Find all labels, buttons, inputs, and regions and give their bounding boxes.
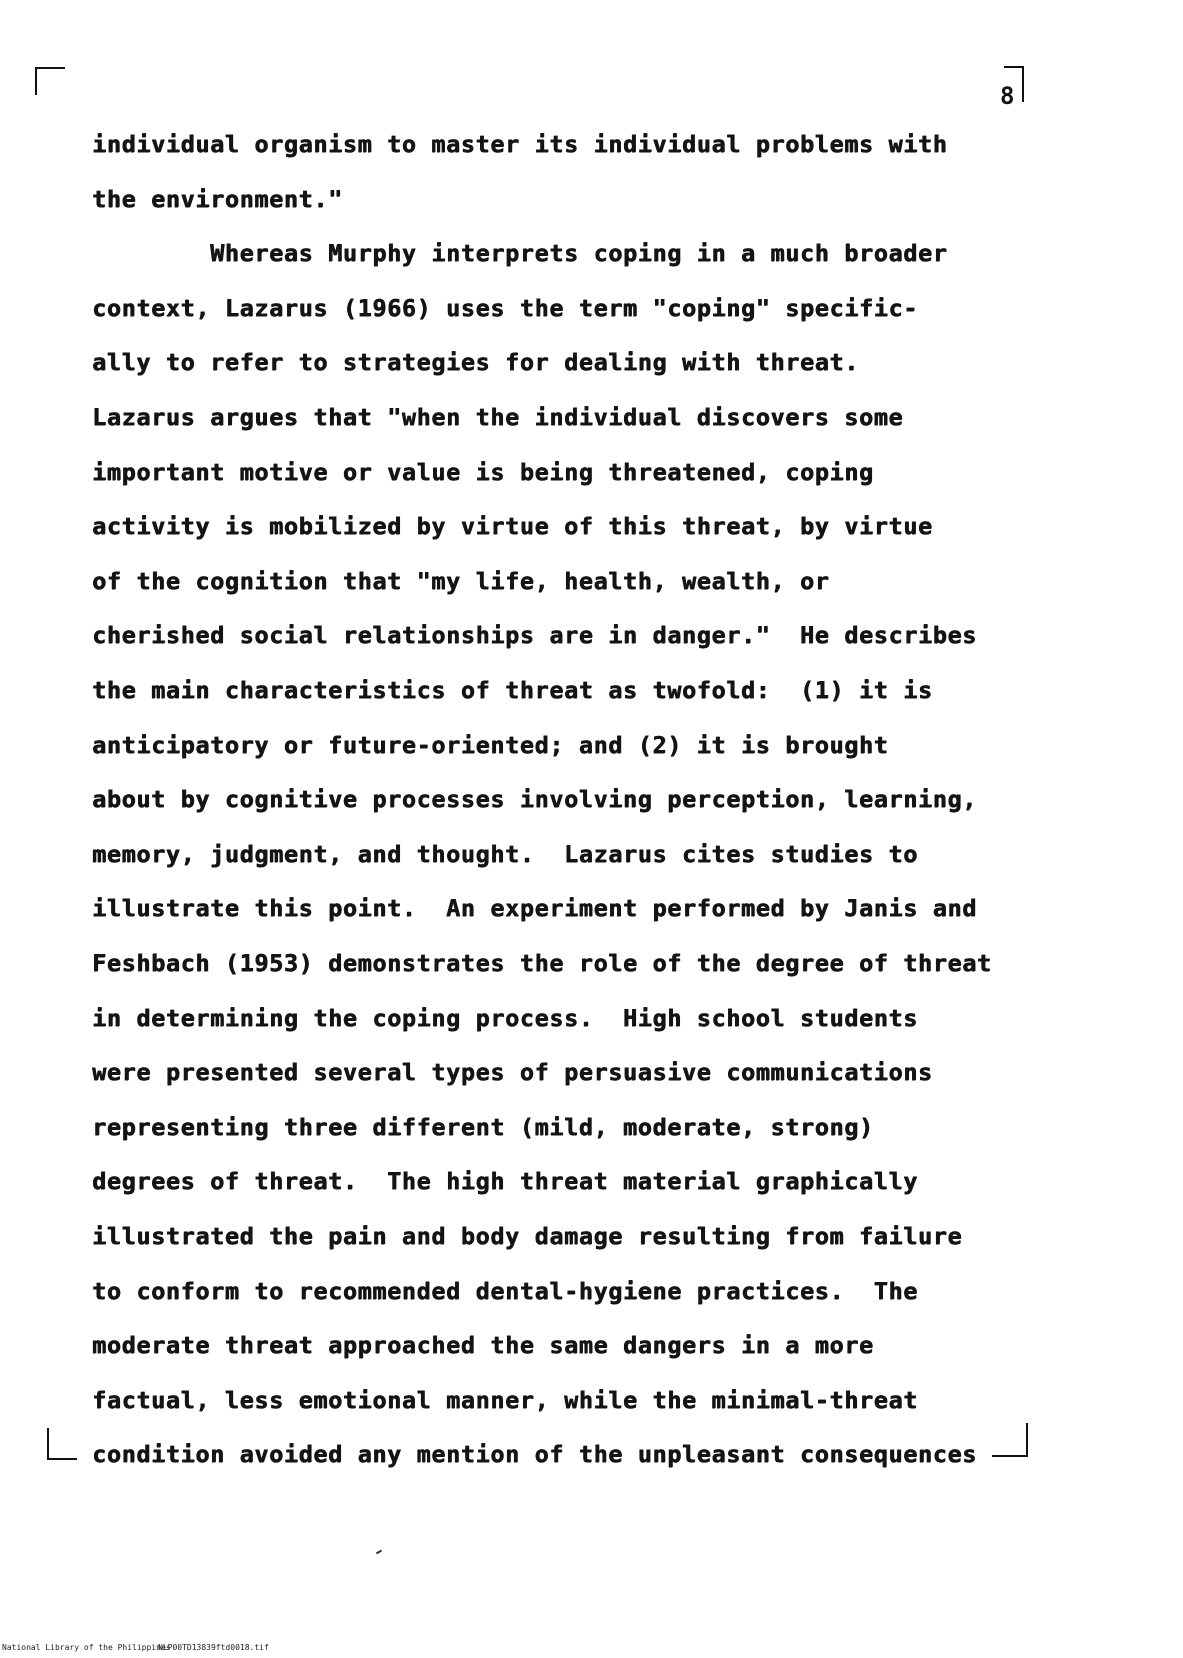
text-line: representing three different (mild, moderate, strong) [92,1112,874,1141]
text-line: memory, judgment, and thought. Lazarus cites studies to [92,839,918,868]
text-line: activity is mobilized by virtue of this threat, by virtue [92,512,933,541]
crop-mark-bottom-left [47,1458,77,1460]
crop-mark-top-left [35,67,65,69]
text-line: degrees of threat. The high threat material graphically [92,1167,918,1196]
text-line: illustrated the pain and body damage resulting from failure [92,1222,963,1250]
text-line: the main characteristics of threat as twofold: (1) it is [92,676,933,704]
text-line: of the cognition that "my life, health, wealth, or [92,566,830,595]
crop-mark-bottom-right [1026,1423,1028,1457]
crop-mark-bottom-left [47,1428,49,1460]
text-line: context, Lazarus (1966) uses the term "coping" specific- [92,293,918,322]
footer-library: National Library of the Philippines [2,1643,171,1652]
text-line: ally to refer to strategies for dealing with threat. [92,348,859,377]
text-line: about by cognitive processes involving perception, learning, [92,785,977,814]
text-line: in determining the coping process. High school students [92,1003,918,1032]
crop-mark-bottom-right [992,1455,1028,1457]
text-line: the environment." [92,184,343,213]
page-number: 8 [1000,82,1015,110]
text-line: individual organism to master its individual problems with [92,130,948,158]
text-line: illustrate this point. An experiment performed by Janis and [92,894,977,923]
text-line: moderate threat approached the same dangers in a more [92,1331,874,1360]
text-line: cherished social relationships are in danger." He describes [92,621,977,650]
text-line: were presented several types of persuasive communications [92,1058,933,1087]
text-line: to conform to recommended dental-hygiene practices. The [92,1276,918,1305]
crop-mark-top-right [1004,66,1024,68]
text-line: anticipatory or future-oriented; and (2) it is brought [92,730,889,759]
text-line: condition avoided any mention of the unpleasant consequences [92,1440,977,1469]
text-line: Lazarus argues that "when the individual discovers some [92,403,904,431]
crop-mark-top-left [35,67,37,95]
text-line: important motive or value is being threatened, coping [92,457,874,486]
text-line: factual, less emotional manner, while the minimal-threat [92,1385,918,1414]
crop-mark-top-right [1022,66,1024,102]
scan-speck [376,1550,382,1555]
text-line: Whereas Murphy interprets coping in a much broader [92,239,948,268]
footer-filename: NLP00TD13839ftd0018.tif [158,1643,269,1652]
text-line: Feshbach (1953) demonstrates the role of the degree of threat [92,949,992,977]
